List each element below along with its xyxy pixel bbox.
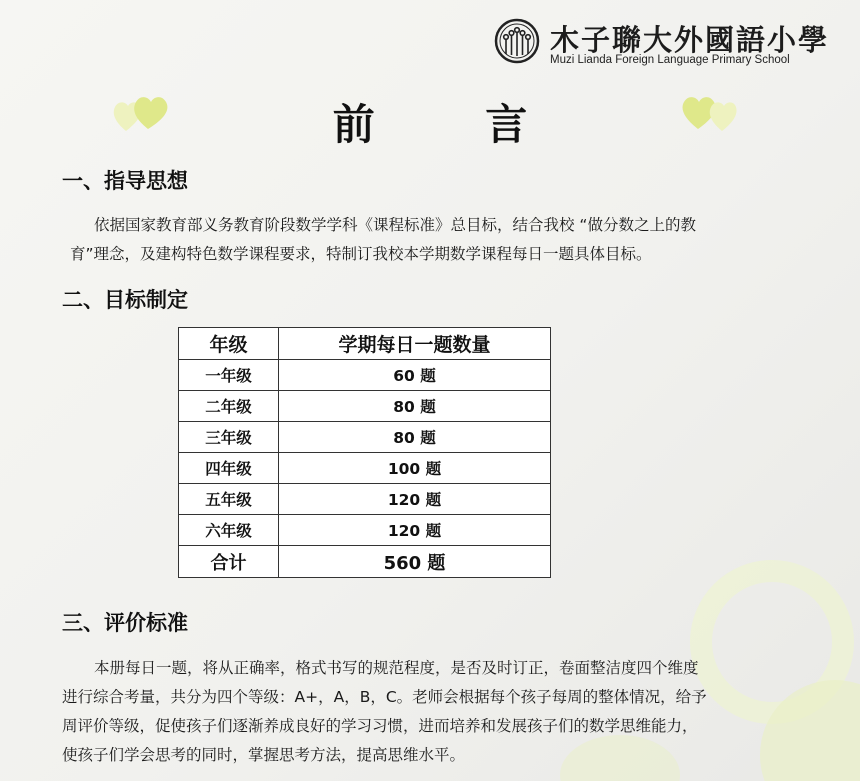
page-title: 前 言 (332, 100, 576, 149)
paragraph-line: 本册每日一题，将从正确率，格式书写的规范程度，是否及时订正，卷面整洁度四个维度 (94, 659, 699, 677)
paragraph-line: 周评价等级，促使孩子们逐渐养成良好的学习习惯，进而培养和发展孩子们的数学思维能力， (62, 717, 698, 735)
daily-question-table (178, 327, 551, 578)
quantity-cell: 80 题 (279, 391, 551, 422)
paragraph-line: 依据国家教育部义务教育阶段数学学科《课程标准》总目标，结合我校 “做分数之上的教 (94, 216, 696, 234)
table-header-quantity: 学期每日一题数量 (279, 328, 551, 360)
grade-cell: 五年级 (179, 484, 279, 515)
section-heading-evaluation-criteria: 三、评价标准 (62, 611, 188, 635)
table-row (179, 515, 551, 546)
school-name-english: Muzi Lianda Foreign Language Primary School (550, 54, 790, 66)
paragraph-line: 进行综合考量，共分为四个等级：A+，A，B，C。老师会根据每个孩子每周的整体情况，给予 (62, 688, 707, 706)
table-row (179, 484, 551, 515)
quantity-cell: 120 题 (279, 515, 551, 546)
quantity-cell: 100 题 (279, 453, 551, 484)
section-heading-goal-setting: 二、目标制定 (62, 288, 188, 312)
table-row (179, 391, 551, 422)
table-row (179, 453, 551, 484)
table-header-grade: 年级 (179, 328, 279, 360)
grade-cell: 一年级 (179, 360, 279, 391)
table-total-row (179, 546, 551, 578)
section-heading-guiding-ideas: 一、指导思想 (62, 169, 188, 193)
table-row (179, 422, 551, 453)
quantity-cell: 60 题 (279, 360, 551, 391)
quantity-cell: 80 题 (279, 422, 551, 453)
grade-cell: 三年级 (179, 422, 279, 453)
total-label-cell: 合计 (179, 546, 279, 578)
section-paragraph-guiding-ideas (62, 211, 810, 269)
paragraph-line: 使孩子们学会思考的同时，掌握思考方法，提高思维水平。 (62, 746, 466, 764)
grade-cell: 六年级 (179, 515, 279, 546)
school-emblem-icon (494, 18, 540, 64)
total-quantity-cell: 560 题 (279, 546, 551, 578)
table-row (179, 360, 551, 391)
quantity-cell: 120 题 (279, 484, 551, 515)
grade-cell: 四年级 (179, 453, 279, 484)
grade-cell: 二年级 (179, 391, 279, 422)
paragraph-line: 育”理念，及建构特色数学课程要求，特制订我校本学期数学课程每日一题具体目标。 (70, 245, 652, 263)
school-logo (494, 16, 830, 72)
table-header-row (179, 328, 551, 360)
school-name-chinese: 木子聯大外國語小學 (550, 23, 830, 57)
section-paragraph-evaluation-criteria (62, 654, 810, 770)
